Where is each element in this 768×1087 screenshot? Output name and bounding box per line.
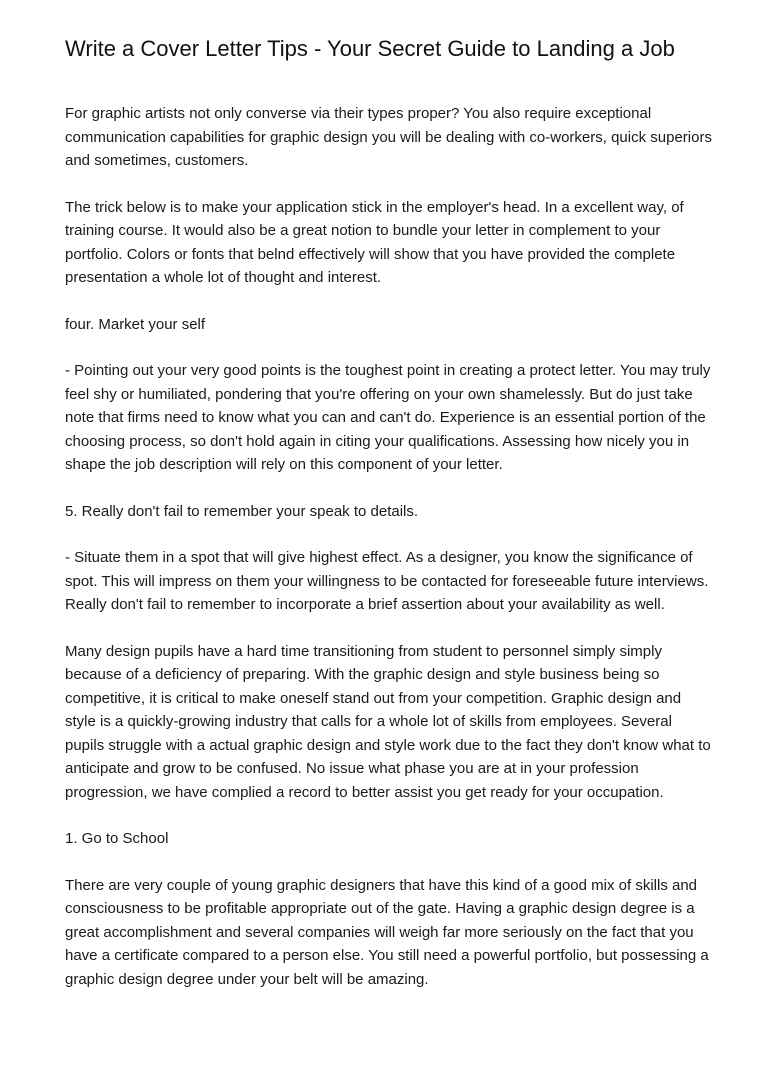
paragraph-situate: - Situate them in a spot that will give highest effect. As a designer, you know the significance of spot. This will impress on them your willingness to be contacted for foreseeable future interviews. Really don't fail to remember to incorporate a brief assertion about your availability as well. [65,549,709,613]
document-body [65,102,715,1014]
paragraph-young-designers: There are very couple of young graphic designers that have this kind of a good mix of skills and consciousness to be profitable appropriate out of the gate. Having a graphic design degree is a great accomplishment and several companies will weigh far more seriously on the fact that you have a certificate compared to a person else. You still need a powerful portfolio, but possessing a graphic design degree under your belt will be amazing. [65,876,709,988]
paragraph-design-pupils: Many design pupils have a hard time transitioning from student to personnel simply simply because of a deficiency of preparing. With the graphic design and style business being so competitive, it is critical to make oneself stand out from your competition. Graphic design and style is a quickly-growing industry that calls for a whole lot of skills from employees. Several pupils struggle with a actual graphic design and style work due to the fact they don't know what to anticipate and grow to be confused. No issue what phase you are at in your profession progression, we have complied a record to better assist you get ready for your occupation. [65,642,711,801]
heading-contact-details: 5. Really don't fail to remember your speak to details. [65,502,419,520]
document-title: Write a Cover Letter Tips - Your Secret Guide to Landing a Job [65,36,675,61]
paragraph-intro: For graphic artists not only converse via their types proper? You also require exceptional communication capabilities for graphic design you will be dealing with co-workers, quick superiors and sometimes, customers. [65,105,712,169]
paragraph-trick: The trick below is to make your application stick in the employer's head. In a excellent way, of training course. It would also be a great notion to bundle your letter in complement to your portfolio. Colors or fonts that belnd effectively will show that you have provided the complete presentation a whole lot of thought and interest. [65,198,684,286]
heading-market-yourself: four. Market your self [65,315,206,333]
paragraph-good-points: - Pointing out your very good points is the toughest point in creating a protect letter. You may truly feel shy or humiliated, pondering that you're offering on your own shamelessly. But do just take note that firms need to know what you can and can't do. Experience is an essential portion of the choosing process, so don't hold again in citing your qualifications. Assessing how nicely you in shape the job description will rely on this component of your letter. [65,362,711,473]
heading-go-to-school: 1. Go to School [65,830,169,847]
